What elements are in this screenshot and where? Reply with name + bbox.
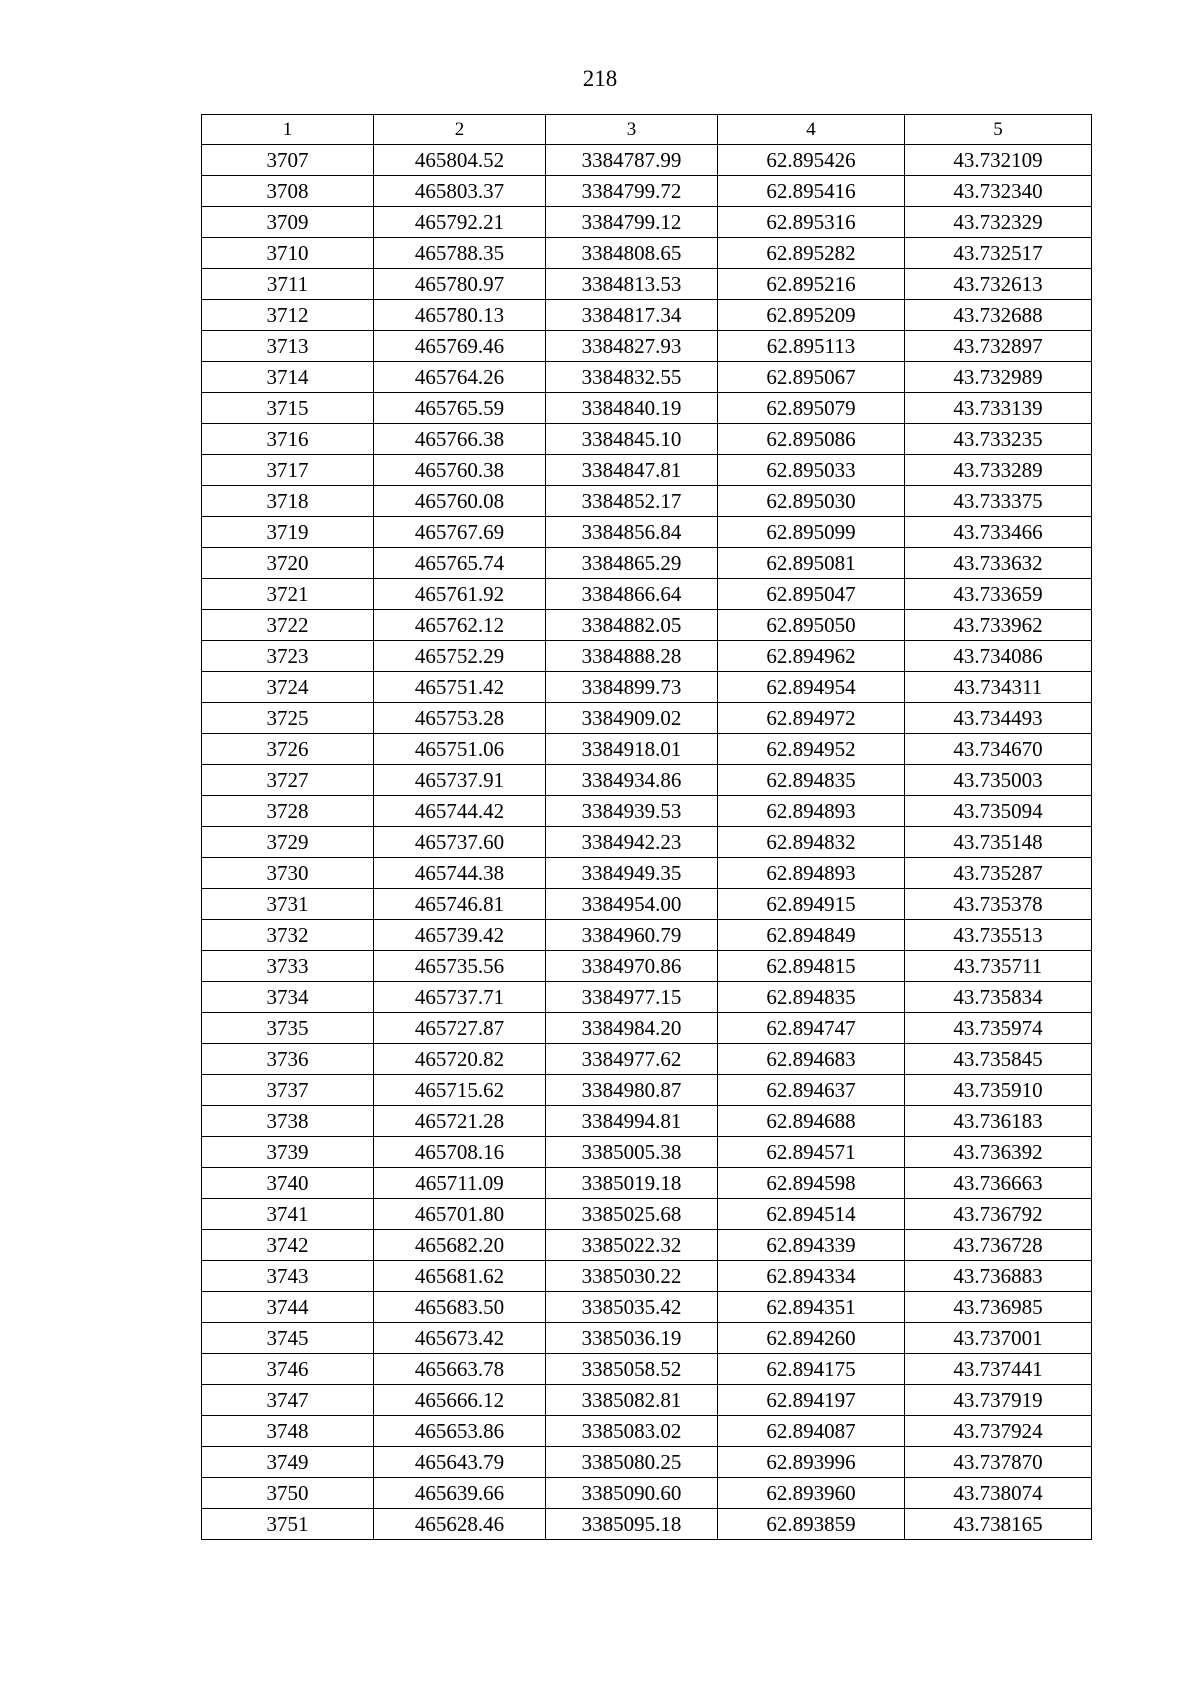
x-coordinate-cell: 465761.92 — [374, 579, 546, 610]
longitude-cell: 43.735513 — [905, 920, 1092, 951]
y-coordinate-cell: 3384960.79 — [546, 920, 718, 951]
latitude-cell: 62.895282 — [718, 238, 905, 269]
y-coordinate-cell: 3384832.55 — [546, 362, 718, 393]
table-row — [202, 1416, 1092, 1447]
longitude-cell: 43.735094 — [905, 796, 1092, 827]
y-coordinate-cell: 3385090.60 — [546, 1478, 718, 1509]
longitude-cell: 43.732340 — [905, 176, 1092, 207]
table-row — [202, 734, 1092, 765]
longitude-cell: 43.738074 — [905, 1478, 1092, 1509]
table-row — [202, 393, 1092, 424]
point-number-cell: 3747 — [202, 1385, 374, 1416]
latitude-cell: 62.894893 — [718, 796, 905, 827]
point-number-cell: 3710 — [202, 238, 374, 269]
latitude-cell: 62.895416 — [718, 176, 905, 207]
point-number-cell: 3735 — [202, 1013, 374, 1044]
table-row — [202, 1354, 1092, 1385]
x-coordinate-cell: 465673.42 — [374, 1323, 546, 1354]
longitude-cell: 43.735378 — [905, 889, 1092, 920]
latitude-cell: 62.894688 — [718, 1106, 905, 1137]
table-header — [202, 115, 1092, 145]
x-coordinate-cell: 465711.09 — [374, 1168, 546, 1199]
x-coordinate-cell: 465765.74 — [374, 548, 546, 579]
longitude-cell: 43.736728 — [905, 1230, 1092, 1261]
x-coordinate-cell: 465720.82 — [374, 1044, 546, 1075]
x-coordinate-cell: 465681.62 — [374, 1261, 546, 1292]
y-coordinate-cell: 3384970.86 — [546, 951, 718, 982]
y-coordinate-cell: 3384787.99 — [546, 145, 718, 176]
longitude-cell: 43.733659 — [905, 579, 1092, 610]
longitude-cell: 43.738165 — [905, 1509, 1092, 1540]
x-coordinate-cell: 465766.38 — [374, 424, 546, 455]
point-number-cell: 3742 — [202, 1230, 374, 1261]
x-coordinate-cell: 465715.62 — [374, 1075, 546, 1106]
table-row — [202, 1230, 1092, 1261]
latitude-cell: 62.895086 — [718, 424, 905, 455]
latitude-cell: 62.895030 — [718, 486, 905, 517]
x-coordinate-cell: 465751.42 — [374, 672, 546, 703]
point-number-cell: 3740 — [202, 1168, 374, 1199]
table-row — [202, 1168, 1092, 1199]
latitude-cell: 62.895079 — [718, 393, 905, 424]
latitude-cell: 62.894598 — [718, 1168, 905, 1199]
latitude-cell: 62.895081 — [718, 548, 905, 579]
longitude-cell: 43.732329 — [905, 207, 1092, 238]
longitude-cell: 43.736792 — [905, 1199, 1092, 1230]
latitude-cell: 62.894972 — [718, 703, 905, 734]
point-number-cell: 3751 — [202, 1509, 374, 1540]
longitude-cell: 43.735974 — [905, 1013, 1092, 1044]
table-row — [202, 610, 1092, 641]
point-number-cell: 3749 — [202, 1447, 374, 1478]
latitude-cell: 62.895113 — [718, 331, 905, 362]
longitude-cell: 43.735910 — [905, 1075, 1092, 1106]
y-coordinate-cell: 3385022.32 — [546, 1230, 718, 1261]
y-coordinate-cell: 3384817.34 — [546, 300, 718, 331]
point-number-cell: 3720 — [202, 548, 374, 579]
longitude-cell: 43.735148 — [905, 827, 1092, 858]
x-coordinate-cell: 465764.26 — [374, 362, 546, 393]
table-row — [202, 238, 1092, 269]
latitude-cell: 62.894334 — [718, 1261, 905, 1292]
y-coordinate-cell: 3385019.18 — [546, 1168, 718, 1199]
table-row — [202, 1013, 1092, 1044]
x-coordinate-cell: 465753.28 — [374, 703, 546, 734]
table-row — [202, 176, 1092, 207]
table-row — [202, 548, 1092, 579]
latitude-cell: 62.894835 — [718, 765, 905, 796]
table-row — [202, 796, 1092, 827]
latitude-cell: 62.894952 — [718, 734, 905, 765]
table-row — [202, 982, 1092, 1013]
longitude-cell: 43.736883 — [905, 1261, 1092, 1292]
y-coordinate-cell: 3384954.00 — [546, 889, 718, 920]
latitude-cell: 62.894197 — [718, 1385, 905, 1416]
y-coordinate-cell: 3384808.65 — [546, 238, 718, 269]
longitude-cell: 43.732613 — [905, 269, 1092, 300]
longitude-cell: 43.735287 — [905, 858, 1092, 889]
x-coordinate-cell: 465639.66 — [374, 1478, 546, 1509]
latitude-cell: 62.894260 — [718, 1323, 905, 1354]
x-coordinate-cell: 465803.37 — [374, 176, 546, 207]
point-number-cell: 3716 — [202, 424, 374, 455]
point-number-cell: 3717 — [202, 455, 374, 486]
longitude-cell: 43.737924 — [905, 1416, 1092, 1447]
y-coordinate-cell: 3384866.64 — [546, 579, 718, 610]
x-coordinate-cell: 465708.16 — [374, 1137, 546, 1168]
x-coordinate-cell: 465735.56 — [374, 951, 546, 982]
table-row — [202, 1478, 1092, 1509]
table-row — [202, 362, 1092, 393]
y-coordinate-cell: 3385025.68 — [546, 1199, 718, 1230]
point-number-cell: 3725 — [202, 703, 374, 734]
table-row — [202, 889, 1092, 920]
point-number-cell: 3708 — [202, 176, 374, 207]
y-coordinate-cell: 3384888.28 — [546, 641, 718, 672]
longitude-cell: 43.734311 — [905, 672, 1092, 703]
longitude-cell: 43.734670 — [905, 734, 1092, 765]
y-coordinate-cell: 3384856.84 — [546, 517, 718, 548]
x-coordinate-cell: 465767.69 — [374, 517, 546, 548]
latitude-cell: 62.894962 — [718, 641, 905, 672]
latitude-cell: 62.894747 — [718, 1013, 905, 1044]
point-number-cell: 3737 — [202, 1075, 374, 1106]
x-coordinate-cell: 465788.35 — [374, 238, 546, 269]
latitude-cell: 62.893859 — [718, 1509, 905, 1540]
latitude-cell: 62.895099 — [718, 517, 905, 548]
x-coordinate-cell: 465739.42 — [374, 920, 546, 951]
y-coordinate-cell: 3385083.02 — [546, 1416, 718, 1447]
x-coordinate-cell: 465762.12 — [374, 610, 546, 641]
latitude-cell: 62.894815 — [718, 951, 905, 982]
column-header-4: 4 — [718, 115, 905, 145]
x-coordinate-cell: 465792.21 — [374, 207, 546, 238]
point-number-cell: 3715 — [202, 393, 374, 424]
x-coordinate-cell: 465751.06 — [374, 734, 546, 765]
point-number-cell: 3719 — [202, 517, 374, 548]
table-row — [202, 486, 1092, 517]
point-number-cell: 3736 — [202, 1044, 374, 1075]
point-number-cell: 3738 — [202, 1106, 374, 1137]
latitude-cell: 62.894915 — [718, 889, 905, 920]
table-row — [202, 1261, 1092, 1292]
table-row — [202, 951, 1092, 982]
table-body — [202, 145, 1092, 1540]
table-row — [202, 1075, 1092, 1106]
latitude-cell: 62.894087 — [718, 1416, 905, 1447]
latitude-cell: 62.894954 — [718, 672, 905, 703]
point-number-cell: 3741 — [202, 1199, 374, 1230]
point-number-cell: 3723 — [202, 641, 374, 672]
y-coordinate-cell: 3385058.52 — [546, 1354, 718, 1385]
y-coordinate-cell: 3385095.18 — [546, 1509, 718, 1540]
longitude-cell: 43.733289 — [905, 455, 1092, 486]
table-row — [202, 269, 1092, 300]
y-coordinate-cell: 3384799.72 — [546, 176, 718, 207]
longitude-cell: 43.732989 — [905, 362, 1092, 393]
longitude-cell: 43.735834 — [905, 982, 1092, 1013]
column-header-2: 2 — [374, 115, 546, 145]
x-coordinate-cell: 465744.38 — [374, 858, 546, 889]
point-number-cell: 3728 — [202, 796, 374, 827]
table-row — [202, 1323, 1092, 1354]
longitude-cell: 43.736663 — [905, 1168, 1092, 1199]
table-row — [202, 765, 1092, 796]
table-row — [202, 145, 1092, 176]
y-coordinate-cell: 3384934.86 — [546, 765, 718, 796]
longitude-cell: 43.732517 — [905, 238, 1092, 269]
longitude-cell: 43.733632 — [905, 548, 1092, 579]
longitude-cell: 43.732897 — [905, 331, 1092, 362]
point-number-cell: 3746 — [202, 1354, 374, 1385]
x-coordinate-cell: 465760.08 — [374, 486, 546, 517]
y-coordinate-cell: 3384949.35 — [546, 858, 718, 889]
x-coordinate-cell: 465744.42 — [374, 796, 546, 827]
longitude-cell: 43.732688 — [905, 300, 1092, 331]
point-number-cell: 3711 — [202, 269, 374, 300]
table-row — [202, 455, 1092, 486]
y-coordinate-cell: 3384939.53 — [546, 796, 718, 827]
longitude-cell: 43.735711 — [905, 951, 1092, 982]
y-coordinate-cell: 3385080.25 — [546, 1447, 718, 1478]
y-coordinate-cell: 3384847.81 — [546, 455, 718, 486]
point-number-cell: 3733 — [202, 951, 374, 982]
point-number-cell: 3744 — [202, 1292, 374, 1323]
x-coordinate-cell: 465769.46 — [374, 331, 546, 362]
table-row — [202, 1137, 1092, 1168]
x-coordinate-cell: 465746.81 — [374, 889, 546, 920]
point-number-cell: 3734 — [202, 982, 374, 1013]
table-row — [202, 703, 1092, 734]
longitude-cell: 43.736985 — [905, 1292, 1092, 1323]
point-number-cell: 3739 — [202, 1137, 374, 1168]
latitude-cell: 62.895216 — [718, 269, 905, 300]
y-coordinate-cell: 3385036.19 — [546, 1323, 718, 1354]
y-coordinate-cell: 3384799.12 — [546, 207, 718, 238]
table-row — [202, 920, 1092, 951]
longitude-cell: 43.735845 — [905, 1044, 1092, 1075]
longitude-cell: 43.736183 — [905, 1106, 1092, 1137]
latitude-cell: 62.895316 — [718, 207, 905, 238]
longitude-cell: 43.733235 — [905, 424, 1092, 455]
coordinates-table — [201, 114, 1092, 1540]
point-number-cell: 3713 — [202, 331, 374, 362]
longitude-cell: 43.733139 — [905, 393, 1092, 424]
point-number-cell: 3732 — [202, 920, 374, 951]
latitude-cell: 62.895033 — [718, 455, 905, 486]
table-row — [202, 207, 1092, 238]
y-coordinate-cell: 3385035.42 — [546, 1292, 718, 1323]
table-row — [202, 1385, 1092, 1416]
latitude-cell: 62.894175 — [718, 1354, 905, 1385]
point-number-cell: 3745 — [202, 1323, 374, 1354]
table-row — [202, 1509, 1092, 1540]
y-coordinate-cell: 3384882.05 — [546, 610, 718, 641]
latitude-cell: 62.894893 — [718, 858, 905, 889]
x-coordinate-cell: 465653.86 — [374, 1416, 546, 1447]
latitude-cell: 62.894832 — [718, 827, 905, 858]
x-coordinate-cell: 465701.80 — [374, 1199, 546, 1230]
latitude-cell: 62.894339 — [718, 1230, 905, 1261]
longitude-cell: 43.733466 — [905, 517, 1092, 548]
longitude-cell: 43.733375 — [905, 486, 1092, 517]
x-coordinate-cell: 465682.20 — [374, 1230, 546, 1261]
table-row — [202, 517, 1092, 548]
y-coordinate-cell: 3385082.81 — [546, 1385, 718, 1416]
latitude-cell: 62.894571 — [718, 1137, 905, 1168]
point-number-cell: 3726 — [202, 734, 374, 765]
column-header-1: 1 — [202, 115, 374, 145]
longitude-cell: 43.732109 — [905, 145, 1092, 176]
latitude-cell: 62.895047 — [718, 579, 905, 610]
point-number-cell: 3743 — [202, 1261, 374, 1292]
table-row — [202, 1292, 1092, 1323]
y-coordinate-cell: 3384980.87 — [546, 1075, 718, 1106]
latitude-cell: 62.894351 — [718, 1292, 905, 1323]
point-number-cell: 3722 — [202, 610, 374, 641]
y-coordinate-cell: 3385005.38 — [546, 1137, 718, 1168]
point-number-cell: 3712 — [202, 300, 374, 331]
y-coordinate-cell: 3384899.73 — [546, 672, 718, 703]
latitude-cell: 62.893960 — [718, 1478, 905, 1509]
header-row — [202, 115, 1092, 145]
longitude-cell: 43.737919 — [905, 1385, 1092, 1416]
x-coordinate-cell: 465666.12 — [374, 1385, 546, 1416]
table-row — [202, 1106, 1092, 1137]
latitude-cell: 62.895067 — [718, 362, 905, 393]
point-number-cell: 3729 — [202, 827, 374, 858]
table-row — [202, 858, 1092, 889]
latitude-cell: 62.894683 — [718, 1044, 905, 1075]
latitude-cell: 62.895426 — [718, 145, 905, 176]
y-coordinate-cell: 3384977.62 — [546, 1044, 718, 1075]
point-number-cell: 3750 — [202, 1478, 374, 1509]
x-coordinate-cell: 465643.79 — [374, 1447, 546, 1478]
table-row — [202, 1447, 1092, 1478]
y-coordinate-cell: 3384909.02 — [546, 703, 718, 734]
table-row — [202, 827, 1092, 858]
longitude-cell: 43.735003 — [905, 765, 1092, 796]
latitude-cell: 62.893996 — [718, 1447, 905, 1478]
point-number-cell: 3709 — [202, 207, 374, 238]
x-coordinate-cell: 465737.71 — [374, 982, 546, 1013]
x-coordinate-cell: 465683.50 — [374, 1292, 546, 1323]
y-coordinate-cell: 3384984.20 — [546, 1013, 718, 1044]
y-coordinate-cell: 3384852.17 — [546, 486, 718, 517]
longitude-cell: 43.736392 — [905, 1137, 1092, 1168]
latitude-cell: 62.895050 — [718, 610, 905, 641]
point-number-cell: 3707 — [202, 145, 374, 176]
x-coordinate-cell: 465737.60 — [374, 827, 546, 858]
x-coordinate-cell: 465760.38 — [374, 455, 546, 486]
point-number-cell: 3721 — [202, 579, 374, 610]
x-coordinate-cell: 465721.28 — [374, 1106, 546, 1137]
table-row — [202, 1044, 1092, 1075]
x-coordinate-cell: 465780.13 — [374, 300, 546, 331]
longitude-cell: 43.737001 — [905, 1323, 1092, 1354]
y-coordinate-cell: 3384942.23 — [546, 827, 718, 858]
y-coordinate-cell: 3384827.93 — [546, 331, 718, 362]
x-coordinate-cell: 465737.91 — [374, 765, 546, 796]
table-row — [202, 641, 1092, 672]
point-number-cell: 3731 — [202, 889, 374, 920]
y-coordinate-cell: 3384865.29 — [546, 548, 718, 579]
latitude-cell: 62.895209 — [718, 300, 905, 331]
point-number-cell: 3718 — [202, 486, 374, 517]
column-header-5: 5 — [905, 115, 1092, 145]
x-coordinate-cell: 465628.46 — [374, 1509, 546, 1540]
x-coordinate-cell: 465727.87 — [374, 1013, 546, 1044]
x-coordinate-cell: 465804.52 — [374, 145, 546, 176]
longitude-cell: 43.734493 — [905, 703, 1092, 734]
point-number-cell: 3714 — [202, 362, 374, 393]
x-coordinate-cell: 465663.78 — [374, 1354, 546, 1385]
table-row — [202, 672, 1092, 703]
table-row — [202, 331, 1092, 362]
latitude-cell: 62.894835 — [718, 982, 905, 1013]
y-coordinate-cell: 3384840.19 — [546, 393, 718, 424]
x-coordinate-cell: 465780.97 — [374, 269, 546, 300]
point-number-cell: 3730 — [202, 858, 374, 889]
longitude-cell: 43.734086 — [905, 641, 1092, 672]
latitude-cell: 62.894637 — [718, 1075, 905, 1106]
point-number-cell: 3724 — [202, 672, 374, 703]
page-number: 218 — [582, 66, 618, 91]
y-coordinate-cell: 3384977.15 — [546, 982, 718, 1013]
x-coordinate-cell: 465752.29 — [374, 641, 546, 672]
table-row — [202, 424, 1092, 455]
longitude-cell: 43.737870 — [905, 1447, 1092, 1478]
y-coordinate-cell: 3384845.10 — [546, 424, 718, 455]
table-row — [202, 1199, 1092, 1230]
table-row — [202, 300, 1092, 331]
point-number-cell: 3727 — [202, 765, 374, 796]
y-coordinate-cell: 3384918.01 — [546, 734, 718, 765]
y-coordinate-cell: 3385030.22 — [546, 1261, 718, 1292]
x-coordinate-cell: 465765.59 — [374, 393, 546, 424]
table-row — [202, 579, 1092, 610]
longitude-cell: 43.733962 — [905, 610, 1092, 641]
y-coordinate-cell: 3384813.53 — [546, 269, 718, 300]
column-header-3: 3 — [546, 115, 718, 145]
y-coordinate-cell: 3384994.81 — [546, 1106, 718, 1137]
longitude-cell: 43.737441 — [905, 1354, 1092, 1385]
latitude-cell: 62.894514 — [718, 1199, 905, 1230]
point-number-cell: 3748 — [202, 1416, 374, 1447]
latitude-cell: 62.894849 — [718, 920, 905, 951]
